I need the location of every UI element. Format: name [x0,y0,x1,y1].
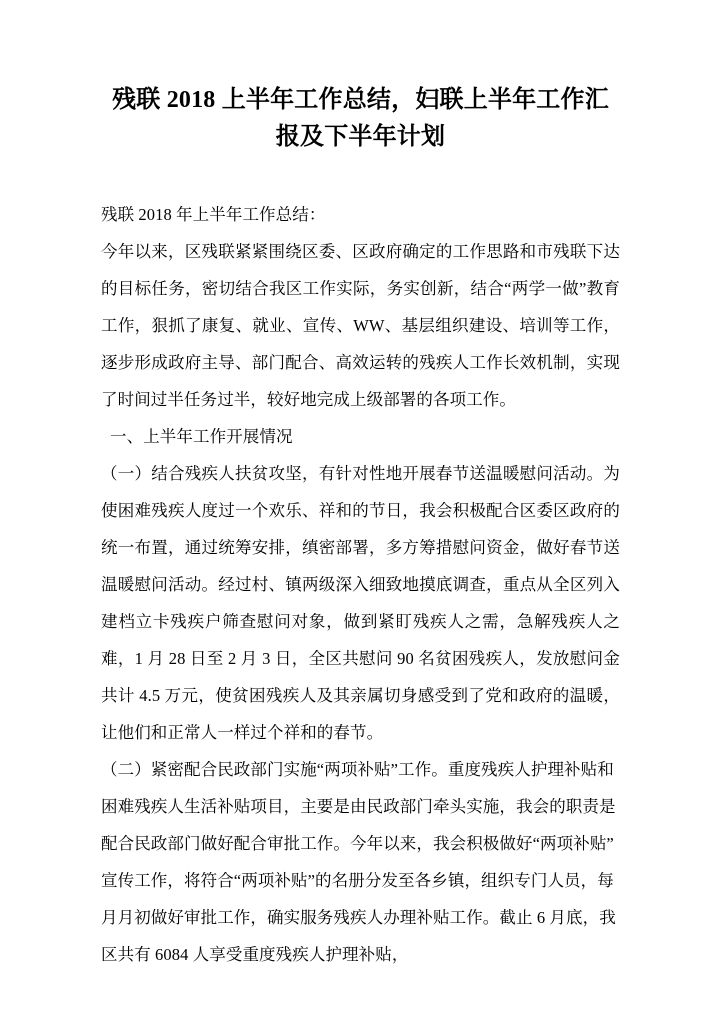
document-body [101,196,620,973]
paragraph-item-two: （二）紧密配合民政部门实施“两项补贴”工作。重度残疾人护理补贴和困难残疾人生活补贴项目，主要是由民政部门牵头实施，我会的职责是配合民政部门做好配合审批工作。今年以来，我会积极做好“两项补贴”宣传工作，将符合“两项补贴”的名册分发至各乡镇，组织专门人员，每月月初做好审批工作，确实服务残疾人办理补贴工作。截止 6 月底，我区共有 6084 人享受重度残疾人护理补贴， [101,760,616,964]
document-title: 残联 2018 上半年工作总结，妇联上半年工作汇报及下半年计划 [112,87,609,150]
document-content-column [101,0,620,973]
paragraph-item-one: （一）结合残疾人扶贫攻坚，有针对性地开展春节送温暖慰问活动。为使困难残疾人度过一个欢乐、祥和的节日，我会积极配合区委区政府的统一布置，通过统筹安排，缜密部署，多方筹措慰问资金，做好春节送温暖慰问活动。经过村、镇两级深入细致地摸底调查，重点从全区列入建档立卡残疾户筛查慰问对象，做到紧盯残疾人之需，急解残疾人之难，1 月 28 日至 2 月 3 日，全区共慰问 90 名贫困残疾人，发放慰问金共计 4.5 万元，使贫困残疾人及其亲属切身感受到了党和政府的温暖，让他们和正常人一样过个祥和的春节。 [101,464,620,742]
paragraph-intro: 今年以来，区残联紧紧围绕区委、区政府确定的工作思路和市残联下达的目标任务，密切结合我区工作实际，务实创新，结合“两学一做”教育工作，狠抓了康复、就业、宣传、WW、基层组织建设、培训等工作，逐步形成政府主导、部门配合、高效运转的残疾人工作长效机制，实现了时间过半任务过半，较好地完成上级部署的各项工作。 [101,242,620,409]
paragraph-lead-in: 残联 2018 年上半年工作总结： [101,205,326,224]
section-heading-one: 一、上半年工作开展情况 [110,427,293,446]
